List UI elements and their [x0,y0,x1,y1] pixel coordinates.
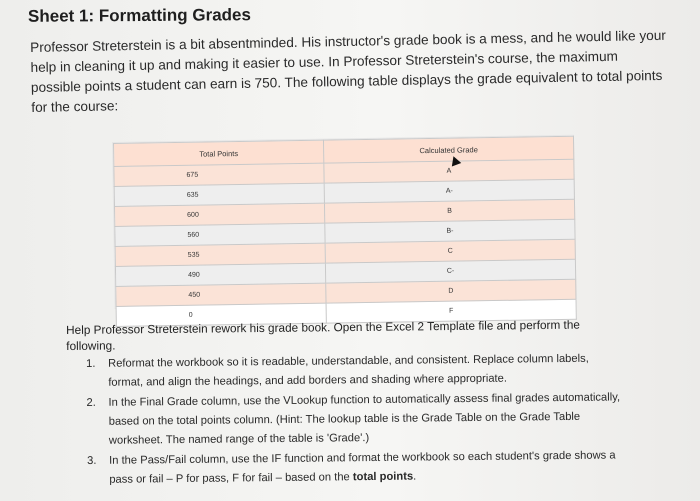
step-text: In the Final Grade column, use the VLookup function to automatically assess final grades automatically, based on the total points column. (Hint: The lookup table is the Grade Table on the Grade Table worksheet. The named range of the table is 'Grade'.) [108,391,621,447]
grade-cell: D [326,279,576,303]
grade-cell: C- [325,259,575,283]
header-total-points: Total Points [114,140,324,166]
grade-cell: C [325,239,575,263]
intro-paragraph: Professor Streterstein is a bit absentminded. His instructor's grade book is a mess, and he would like your help in cleaning it up and making it easier to use. In Professor Streterstein's course, the maximum possible points a student can earn is 750. The following table displays the grade equivalent to total points for the course: [30,27,666,115]
grade-table [113,136,577,327]
list-item [87,446,627,490]
grade-cell: B- [325,219,575,243]
step-text-bold: total points [352,470,414,484]
steps-list [86,349,627,491]
page-title: Sheet 1: Formatting Grades [27,5,251,26]
points-cell: 0 [116,303,326,326]
step-text-end: . [413,470,417,483]
points-cell: 675 [114,163,324,186]
points-cell: 490 [115,263,325,286]
grade-table-image [113,136,576,319]
help-paragraph: Help Professor Streterstein rework his grade book. Open the Excel 2 Template file and perform the following. [66,317,581,353]
list-item [86,388,627,451]
list-item [86,349,626,393]
grade-cell: B [324,199,574,223]
grade-cell: A- [324,179,574,203]
points-cell: 560 [115,223,325,246]
points-cell: 450 [116,283,326,306]
points-cell: 535 [115,243,325,266]
header-calculated-grade: Calculated Grade [323,136,573,163]
step-text: Reformat the workbook so it is readable, understandable, and consistent. Replace column labels, format, and align the headings, and add borders and shading where appropriate. [108,352,589,389]
step-number: 1. [86,357,96,370]
grade-cell: A [324,159,574,183]
step-number: 2. [86,396,96,409]
step-number: 3. [87,454,97,467]
grade-cell: F [326,299,576,323]
points-cell: 635 [114,183,324,206]
points-cell: 600 [114,203,324,226]
step-text-part: In the Pass/Fail column, use the IF function and format the workbook so each student's grade shows a pass or fail – P for pass, F for fail – based on the [109,449,616,486]
step-text [109,446,627,489]
